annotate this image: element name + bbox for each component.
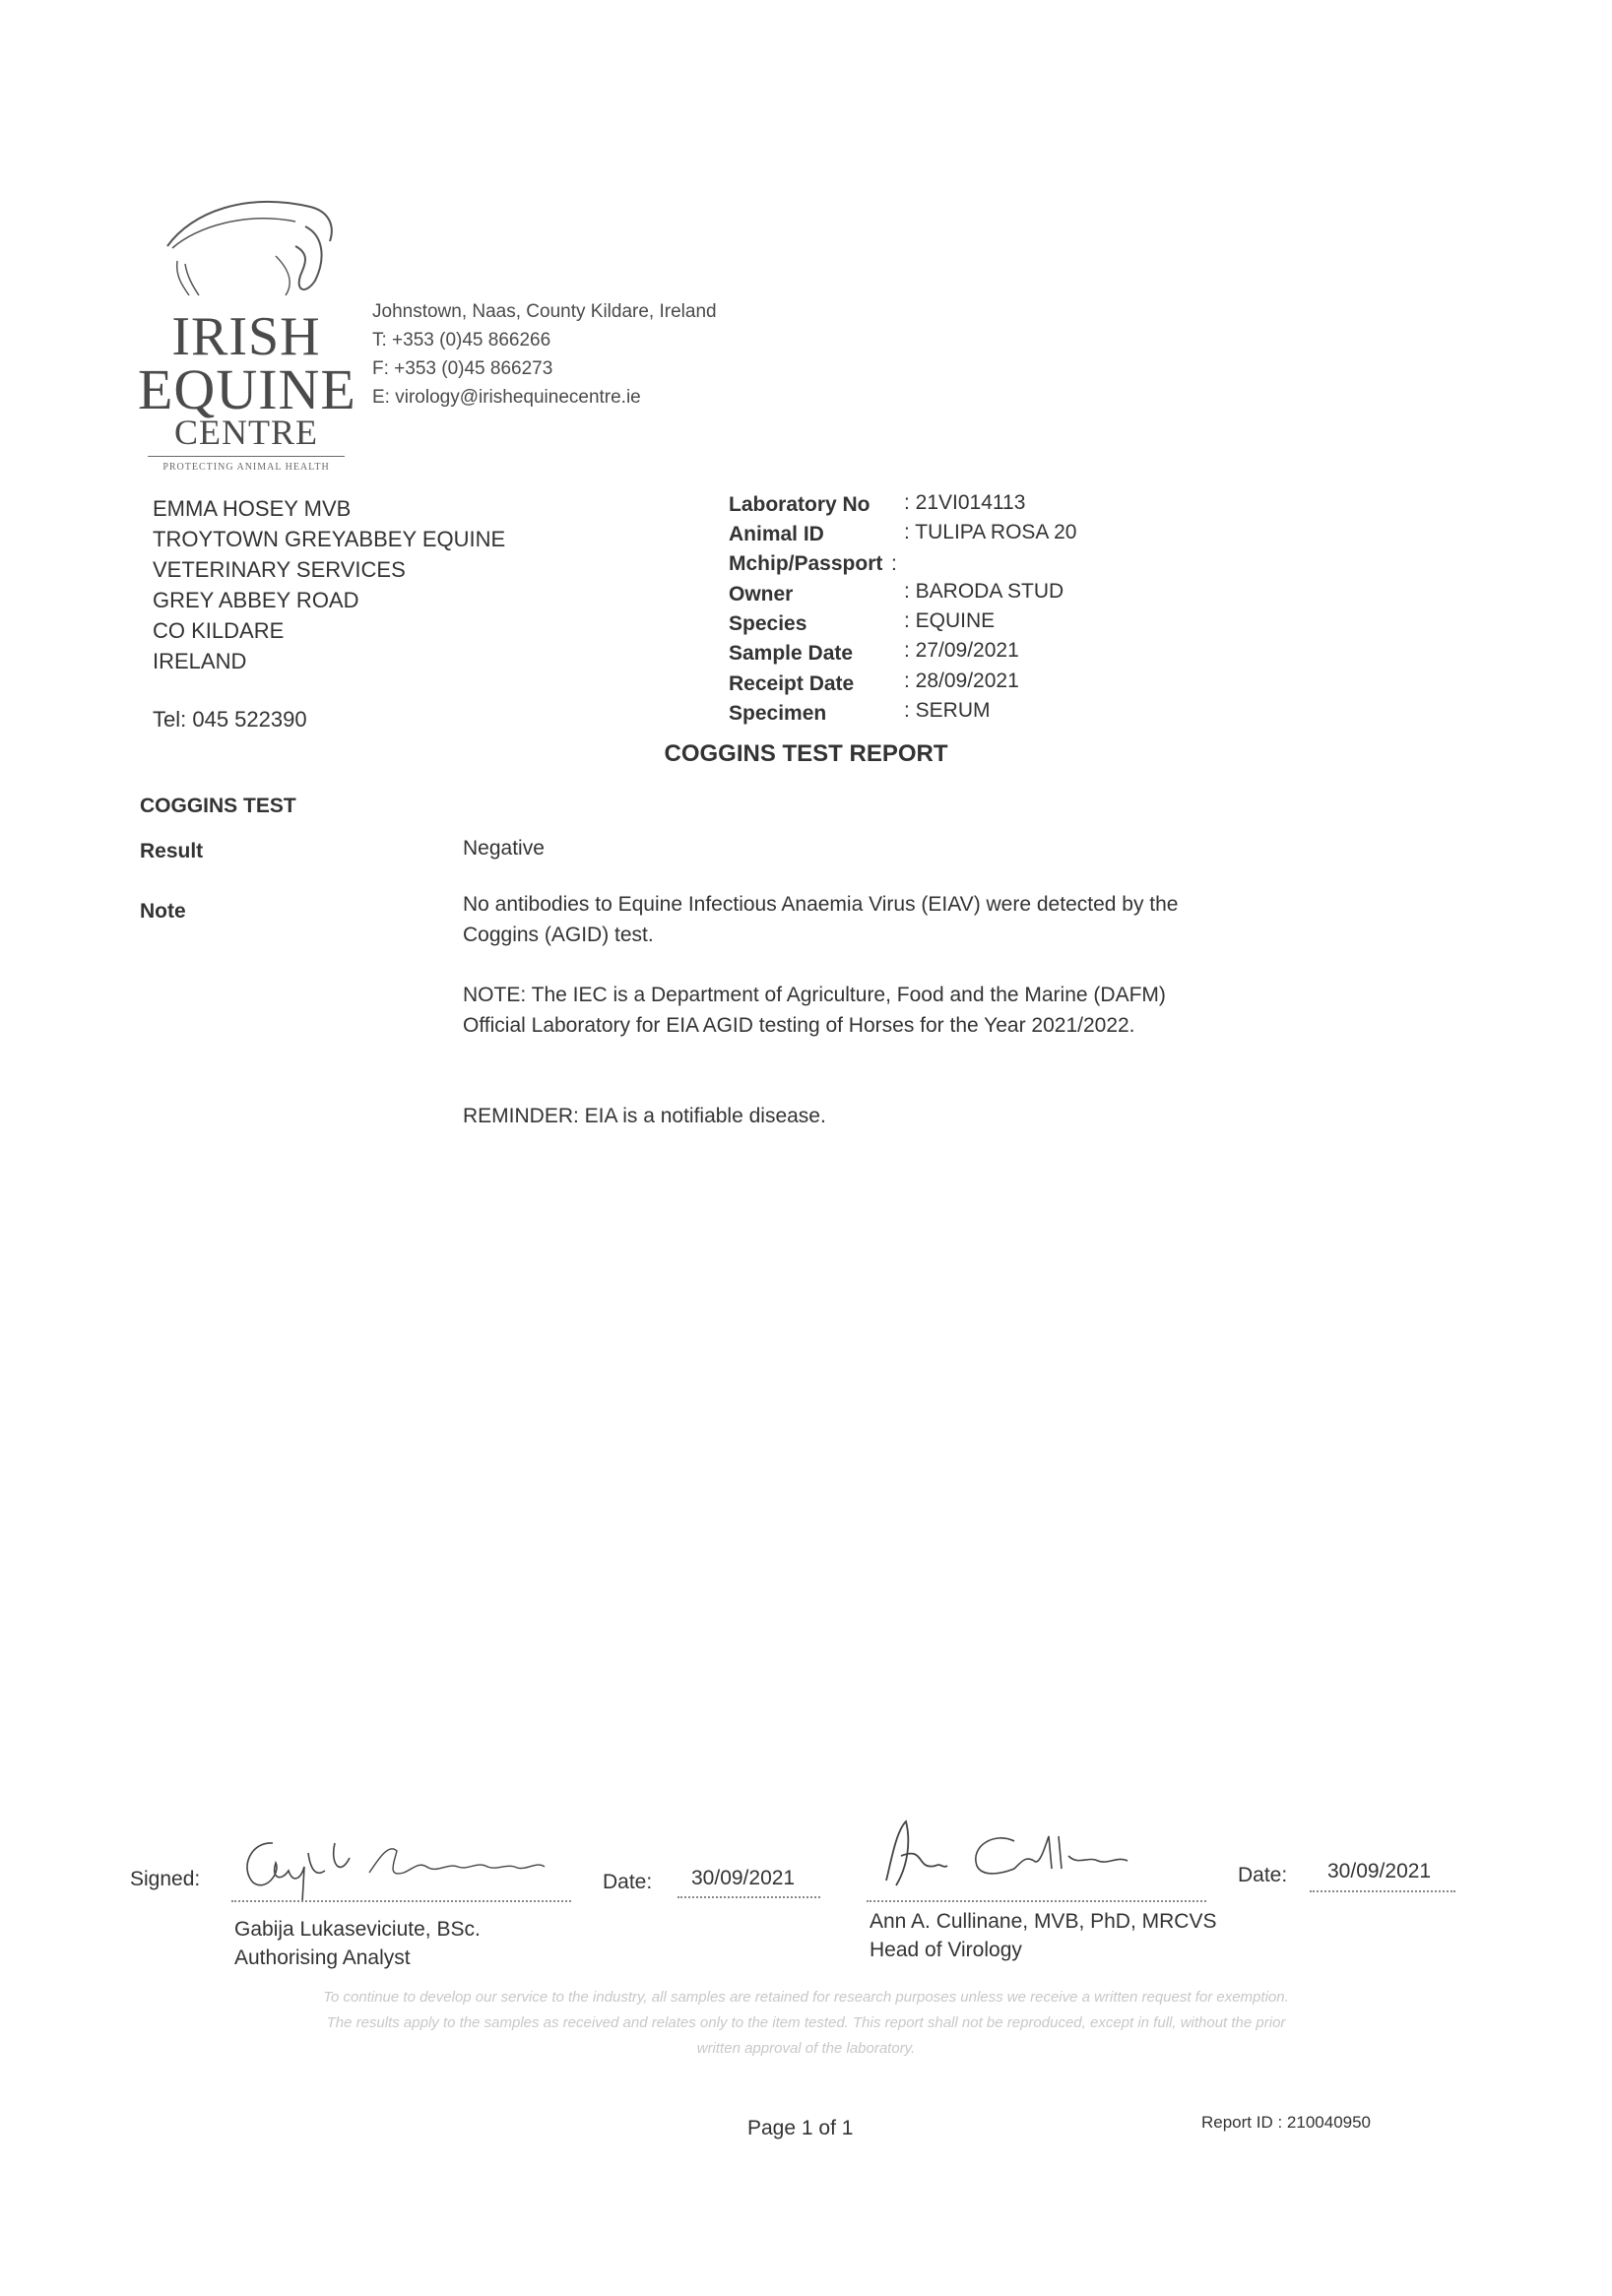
contact-address: Johnstown, Naas, County Kildare, Ireland [372,301,717,322]
signature-line [867,1900,1206,1902]
analyst-role: Authorising Analyst [234,1946,411,1969]
head-signature [867,1812,1162,1895]
date-label: Date: [603,1871,653,1893]
meta-value-mchip-passport: : [891,552,897,575]
report-title: COGGINS TEST REPORT [664,740,948,767]
meta-label-species: Species [729,612,807,635]
meta-label-specimen: Specimen [729,702,827,725]
meta-value-receipt-date: : 28/09/2021 [904,670,1019,692]
test-heading: COGGINS TEST [140,795,296,817]
disclaimer-line: To continue to develop our service to the industry, all samples are retained for research purposes unless we receive a written request for exemption. [323,1989,1289,2006]
meta-label-animal-id: Animal ID [729,523,824,545]
date-line [1310,1890,1455,1892]
result-value: Negative [463,837,545,860]
date-line [677,1896,820,1898]
logo-text-irish: IRISH [171,306,321,367]
logo-text-equine: EQUINE [138,357,356,421]
contact-phone: T: +353 (0)45 866266 [372,330,551,351]
horse-head-icon [138,187,355,305]
meta-value-owner: : BARODA STUD [904,580,1064,603]
recipient-line: TROYTOWN GREYABBEY EQUINE [153,527,506,551]
irish-equine-centre-logo [138,187,355,473]
meta-label-laboratory-no: Laboratory No [729,493,870,516]
meta-value-specimen: : SERUM [904,699,991,722]
logo-text-centre: CENTRE [174,413,318,452]
meta-label-mchip-passport: Mchip/Passport [729,552,883,575]
meta-value-sample-date: : 27/09/2021 [904,639,1019,662]
note-label: Note [140,900,186,923]
head-sign-date: 30/09/2021 [1327,1860,1432,1882]
recipient-line: GREY ABBEY ROAD [153,588,359,612]
date-label: Date: [1238,1864,1288,1886]
recipient-line: EMMA HOSEY MVB [153,496,352,521]
signature-line [231,1900,571,1902]
recipient-tel: Tel: 045 522390 [153,707,307,732]
head-role: Head of Virology [870,1939,1022,1961]
analyst-signature [231,1823,566,1900]
recipient-line: IRELAND [153,649,247,673]
analyst-name: Gabija Lukaseviciute, BSc. [234,1918,481,1941]
recipient-line: CO KILDARE [153,618,285,643]
note-paragraph: NOTE: The IEC is a Department of Agriculture, Food and the Marine (DAFM) Official Laboratory for EIA AGID testing of Horses for the Year 2021/2022. [463,984,1166,1037]
note-paragraph: No antibodies to Equine Infectious Anaemia Virus (EIAV) were detected by the Coggins (AGID) test. [463,893,1179,946]
logo-divider [148,456,345,457]
contact-fax: F: +353 (0)45 866273 [372,358,553,379]
page-number: Page 1 of 1 [747,2117,854,2139]
disclaimer-line: The results apply to the samples as received and relates only to the item tested. This report shall not be reproduced, except in full, without the prior [326,2014,1286,2031]
disclaimer-line: written approval of the laboratory. [696,2040,916,2057]
result-label: Result [140,840,204,862]
meta-label-receipt-date: Receipt Date [729,672,855,695]
meta-value-animal-id: : TULIPA ROSA 20 [904,521,1077,543]
analyst-sign-date: 30/09/2021 [691,1867,796,1889]
head-name: Ann A. Cullinane, MVB, PhD, MRCVS [870,1910,1217,1933]
meta-value-species: : EQUINE [904,609,996,632]
contact-email: E: virology@irishequinecentre.ie [372,387,641,408]
signed-label: Signed: [130,1868,201,1890]
meta-label-sample-date: Sample Date [729,642,854,665]
recipient-line: VETERINARY SERVICES [153,557,406,582]
logo-tagline: PROTECTING ANIMAL HEALTH [162,462,330,473]
meta-value-laboratory-no: : 21VI014113 [904,491,1026,514]
reminder-paragraph: REMINDER: EIA is a notifiable disease. [463,1105,826,1127]
report-id: Report ID : 210040950 [1201,2113,1372,2132]
meta-label-owner: Owner [729,583,794,606]
